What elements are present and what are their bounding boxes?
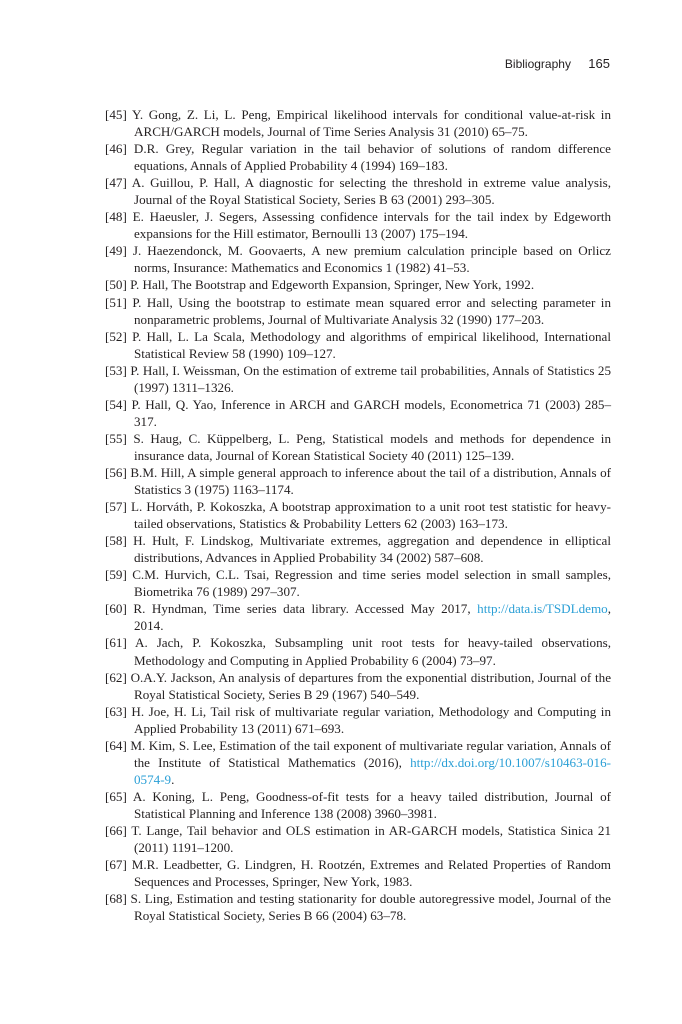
reference-number: [45] <box>105 107 127 122</box>
reference-item <box>105 430 611 464</box>
reference-item <box>105 106 611 140</box>
reference-number: [61] <box>105 635 127 651</box>
reference-text: R. Hyndman, Time series data library. Accessed May 2017, <box>133 601 478 617</box>
reference-item <box>105 856 611 890</box>
reference-item <box>105 600 611 634</box>
reference-item <box>105 276 611 293</box>
reference-number: [54] <box>105 396 127 412</box>
reference-text: T. Lange, Tail behavior and OLS estimation in AR-GARCH models, Statistica Sinica 21 (2011) 1191–1200. <box>131 822 611 856</box>
reference-item <box>105 242 611 276</box>
reference-number: [46] <box>105 141 127 157</box>
reference-number: [51] <box>105 294 127 310</box>
reference-text: O.A.Y. Jackson, An analysis of departures from the exponential distribution, Journal of the Royal Statistical Society, Series B 29 (1967) 540–549. <box>130 669 612 702</box>
reference-text: A. Guillou, P. Hall, A diagnostic for selecting the threshold in extreme value analysis, Journal of the Royal Statistical Society, Series B 63 (2001) 293–305. <box>131 175 611 208</box>
reference-item <box>105 294 611 328</box>
reference-text: A. Koning, L. Peng, Goodness-of-fit tests for a heavy tailed distribution, Journal of Statistical Planning and Inference 138 (2008) 3960–3981. <box>132 788 611 821</box>
reference-number: [62] <box>105 669 127 685</box>
reference-text: C.M. Hurvich, C.L. Tsai, Regression and time series model selection in small samples, Biometrika 76 (1989) 297–307. <box>132 567 611 600</box>
reference-text: H. Joe, H. Li, Tail risk of multivariate regular variation, Methodology and Computing in Applied Probability 13 (2011) 671–693. <box>131 703 611 736</box>
reference-number: [53] <box>105 362 127 378</box>
reference-text: P. Hall, L. La Scala, Methodology and algorithms of empirical likelihood, International Statistical Review 58 (1990) 109–127. <box>132 328 611 361</box>
reference-number: [59] <box>105 567 127 583</box>
reference-number: [64] <box>105 737 127 753</box>
reference-number: [58] <box>105 533 127 549</box>
reference-link[interactable]: http://dx.doi.org/10.1007/​s10463-016-0574-9 <box>134 754 611 787</box>
reference-text: P. Hall, I. Weissman, On the estimation of extreme tail probabilities, Annals of Statistics 25 (1997) 1311–1326. <box>130 362 611 395</box>
reference-number: [48] <box>105 209 127 225</box>
reference-item <box>105 566 611 600</box>
reference-number: [66] <box>105 822 127 838</box>
reference-number: [57] <box>105 499 127 515</box>
reference-item <box>105 464 611 498</box>
reference-text: D.R. Grey, Regular variation in the tail behavior of solutions of random difference equations, Annals of Applied Probability 4 (1994) 169–183. <box>133 141 611 174</box>
reference-text: S. Ling, Estimation and testing stationarity for double autoregressive model, Journal of the Royal Statistical Society, Series B 66 (2004) 63–78. <box>130 891 611 924</box>
reference-text: Y. Gong, Z. Li, L. Peng, Empirical likelihood intervals for conditional value-at-risk in ARCH/GARCH models, Journal of Time Series Analysis 31 (2010) 65–75. <box>132 107 611 140</box>
reference-item <box>105 498 611 532</box>
reference-number: [52] <box>105 328 127 344</box>
reference-item <box>105 328 611 362</box>
reference-number: [47] <box>105 175 127 191</box>
section-title: Bibliography <box>504 57 571 71</box>
running-head <box>505 56 610 71</box>
reference-number: [63] <box>105 703 127 719</box>
reference-text: M. Kim, S. Lee, Estimation of the tail exponent of multivariate regular variation, Annals of the Institute of Statistical Mathematics (2016), <box>130 737 611 770</box>
reference-number: [65] <box>105 788 127 804</box>
reference-link[interactable]: http://data.is/​TSDLdemo <box>477 601 608 617</box>
reference-item <box>105 174 611 208</box>
reference-number: [60] <box>105 601 127 617</box>
reference-text: J. Haezendonck, M. Goovaerts, A new premium calculation principle based on Orlicz norms, Insurance: Mathematics and Economics 1 (1982) 41–53. <box>132 243 611 276</box>
reference-item <box>105 532 611 566</box>
reference-text: E. Haeusler, J. Segers, Assessing confidence intervals for the tail index by Edgeworth expansions for the Hill estimator, Bernoulli 13 (2007) 175–194. <box>132 209 611 242</box>
reference-text: M.R. Leadbetter, G. Lindgren, H. Rootzén, Extremes and Related Properties of Random Sequences and Processes, Springer, New York, 1983. <box>131 857 611 890</box>
reference-item <box>105 703 611 737</box>
reference-text: P. Hall, The Bootstrap and Edgeworth Expansion, Springer, New York, 1992. <box>130 277 535 293</box>
reference-list <box>105 106 611 924</box>
reference-number: [49] <box>105 243 127 259</box>
reference-text: P. Hall, Using the bootstrap to estimate mean squared error and selecting parameter in nonparametric problems, Journal of Multivariate Analysis 32 (1990) 177–203. <box>132 294 611 327</box>
reference-item <box>105 737 611 788</box>
reference-text: S. Haug, C. Küppelberg, L. Peng, Statistical models and methods for dependence in insurance data, Journal of Korean Statistical Society 40 (2011) 125–139. <box>133 430 611 463</box>
reference-number: [55] <box>105 430 127 446</box>
reference-number: [50] <box>105 277 127 293</box>
reference-item <box>105 396 611 430</box>
reference-item <box>105 788 611 822</box>
reference-number: [67] <box>105 857 127 873</box>
reference-text: L. Horváth, P. Kokoszka, A bootstrap approximation to a unit root test statistic for heavy-tailed observations, Statistics & Probability Letters 62 (2003) 163–173. <box>130 499 611 532</box>
reference-text: P. Hall, Q. Yao, Inference in ARCH and GARCH models, Econometrica 71 (2003) 285–317. <box>131 396 611 429</box>
reference-item <box>105 669 611 703</box>
reference-text-after: . <box>171 771 175 787</box>
reference-number: [56] <box>105 464 127 480</box>
reference-item <box>105 890 611 924</box>
reference-text: H. Hult, F. Lindskog, Multivariate extremes, aggregation and dependence in elliptical distributions, Advances in Applied Probability 34 (2002) 587–608. <box>133 533 611 566</box>
reference-text: B.M. Hill, A simple general approach to inference about the tail of a distribution, Annals of Statistics 3 (1975) 1163–1174. <box>130 464 611 498</box>
page-number: 165 <box>588 56 610 71</box>
reference-item <box>105 208 611 242</box>
reference-item <box>105 634 611 668</box>
reference-number: [68] <box>105 891 127 907</box>
reference-item <box>105 822 611 856</box>
reference-item <box>105 140 611 174</box>
reference-item <box>105 362 611 396</box>
reference-text: A. Jach, P. Kokoszka, Subsampling unit root tests for heavy-tailed observations, Methodology and Computing in Applied Probability 6 (2004) 73–97. <box>134 635 611 668</box>
reference-text-after: , 2014. <box>134 601 611 634</box>
